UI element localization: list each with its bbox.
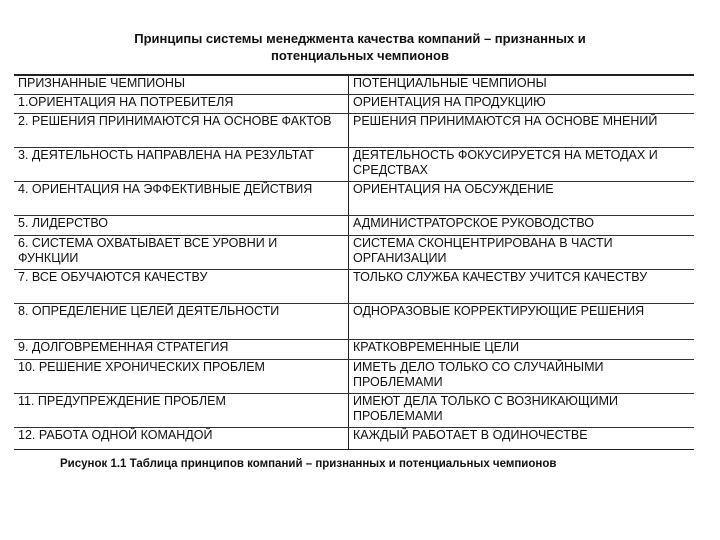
potential-principle: КАЖДЫЙ РАБОТАЕТ В ОДИНОЧЕСТВЕ [348,428,690,449]
figure-caption: Рисунок 1.1 Таблица принципов компаний – признанных и потенциальных чемпионов [60,458,557,470]
recognized-principle: 10. РЕШЕНИЕ ХРОНИЧЕСКИХ ПРОБЛЕМ [18,360,265,374]
recognized-principle: 6. СИСТЕМА ОХВАТЫВАЕТ ВСЕ УРОВНИ И ФУНКЦИИ [18,236,278,265]
potential-principle: ТОЛЬКО СЛУЖБА КАЧЕСТВУ УЧИТСЯ КАЧЕСТВУ [348,270,690,303]
recognized-principle: 1.ОРИЕНТАЦИЯ НА ПОТРЕБИТЕЛЯ [18,95,234,109]
table-row [14,95,694,114]
potential-principle: СИСТЕМА СКОНЦЕНТРИРОВАНА В ЧАСТИ ОРГАНИЗАЦИИ [348,236,690,269]
principles-table [14,74,694,454]
table-row [14,114,694,148]
recognized-principle: 4. ОРИЕНТАЦИЯ НА ЭФФЕКТИВНЫЕ ДЕЙСТВИЯ [18,182,313,196]
title-line-1: Принципы системы менеджмента качества компаний – признанных и [134,31,586,46]
recognized-principle: 7. ВСЕ ОБУЧАЮТСЯ КАЧЕСТВУ [18,270,208,284]
potential-principle: ОРИЕНТАЦИЯ НА ПРОДУКЦИЮ [348,95,690,113]
header-potential-champions: ПОТЕНЦИАЛЬНЫЕ ЧЕМПИОНЫ [348,76,690,94]
table-row [14,360,694,394]
recognized-principle: 3. ДЕЯТЕЛЬНОСТЬ НАПРАВЛЕНА НА РЕЗУЛЬТАТ [18,148,314,162]
potential-principle: ОРИЕНТАЦИЯ НА ОБСУЖДЕНИЕ [348,182,690,215]
potential-principle: ДЕЯТЕЛЬНОСТЬ ФОКУСИРУЕТСЯ НА МЕТОДАХ И СРЕДСТВАХ [348,148,690,181]
recognized-principle: 11. ПРЕДУПРЕЖДЕНИЕ ПРОБЛЕМ [18,394,226,408]
document-title [80,30,640,64]
potential-principle: ОДНОРАЗОВЫЕ КОРРЕКТИРУЮЩИЕ РЕШЕНИЯ [348,304,690,339]
potential-principle: ИМЕТЬ ДЕЛО ТОЛЬКО СО СЛУЧАЙНЫМИ ПРОБЛЕМАМИ [348,360,690,393]
table-row [14,270,694,304]
header-recognized-champions: ПРИЗНАННЫЕ ЧЕМПИОНЫ [18,76,186,90]
table-row [14,394,694,428]
table-row [14,236,694,270]
title-line-2: потенциальных чемпионов [271,48,449,63]
table-row [14,428,694,450]
recognized-principle: 8. ОПРЕДЕЛЕНИЕ ЦЕЛЕЙ ДЕЯТЕЛЬНОСТИ [18,304,280,318]
table-row [14,340,694,360]
table-row [14,182,694,216]
recognized-principle: 2. РЕШЕНИЯ ПРИНИМАЮТСЯ НА ОСНОВЕ ФАКТОВ [18,114,332,128]
table-row [14,216,694,236]
potential-principle: АДМИНИСТРАТОРСКОЕ РУКОВОДСТВО [348,216,690,235]
potential-principle: РЕШЕНИЯ ПРИНИМАЮТСЯ НА ОСНОВЕ МНЕНИЙ [348,114,690,147]
table-row [14,304,694,340]
recognized-principle: 12. РАБОТА ОДНОЙ КОМАНДОЙ [18,428,213,442]
recognized-principle: 9. ДОЛГОВРЕМЕННАЯ СТРАТЕГИЯ [18,340,229,354]
recognized-principle: 5. ЛИДЕРСТВО [18,216,108,230]
table-row [14,148,694,182]
table-header-row [14,76,694,95]
potential-principle: ИМЕЮТ ДЕЛА ТОЛЬКО С ВОЗНИКАЮЩИМИ ПРОБЛЕМАМИ [348,394,690,427]
potential-principle: КРАТКОВРЕМЕННЫЕ ЦЕЛИ [348,340,690,359]
